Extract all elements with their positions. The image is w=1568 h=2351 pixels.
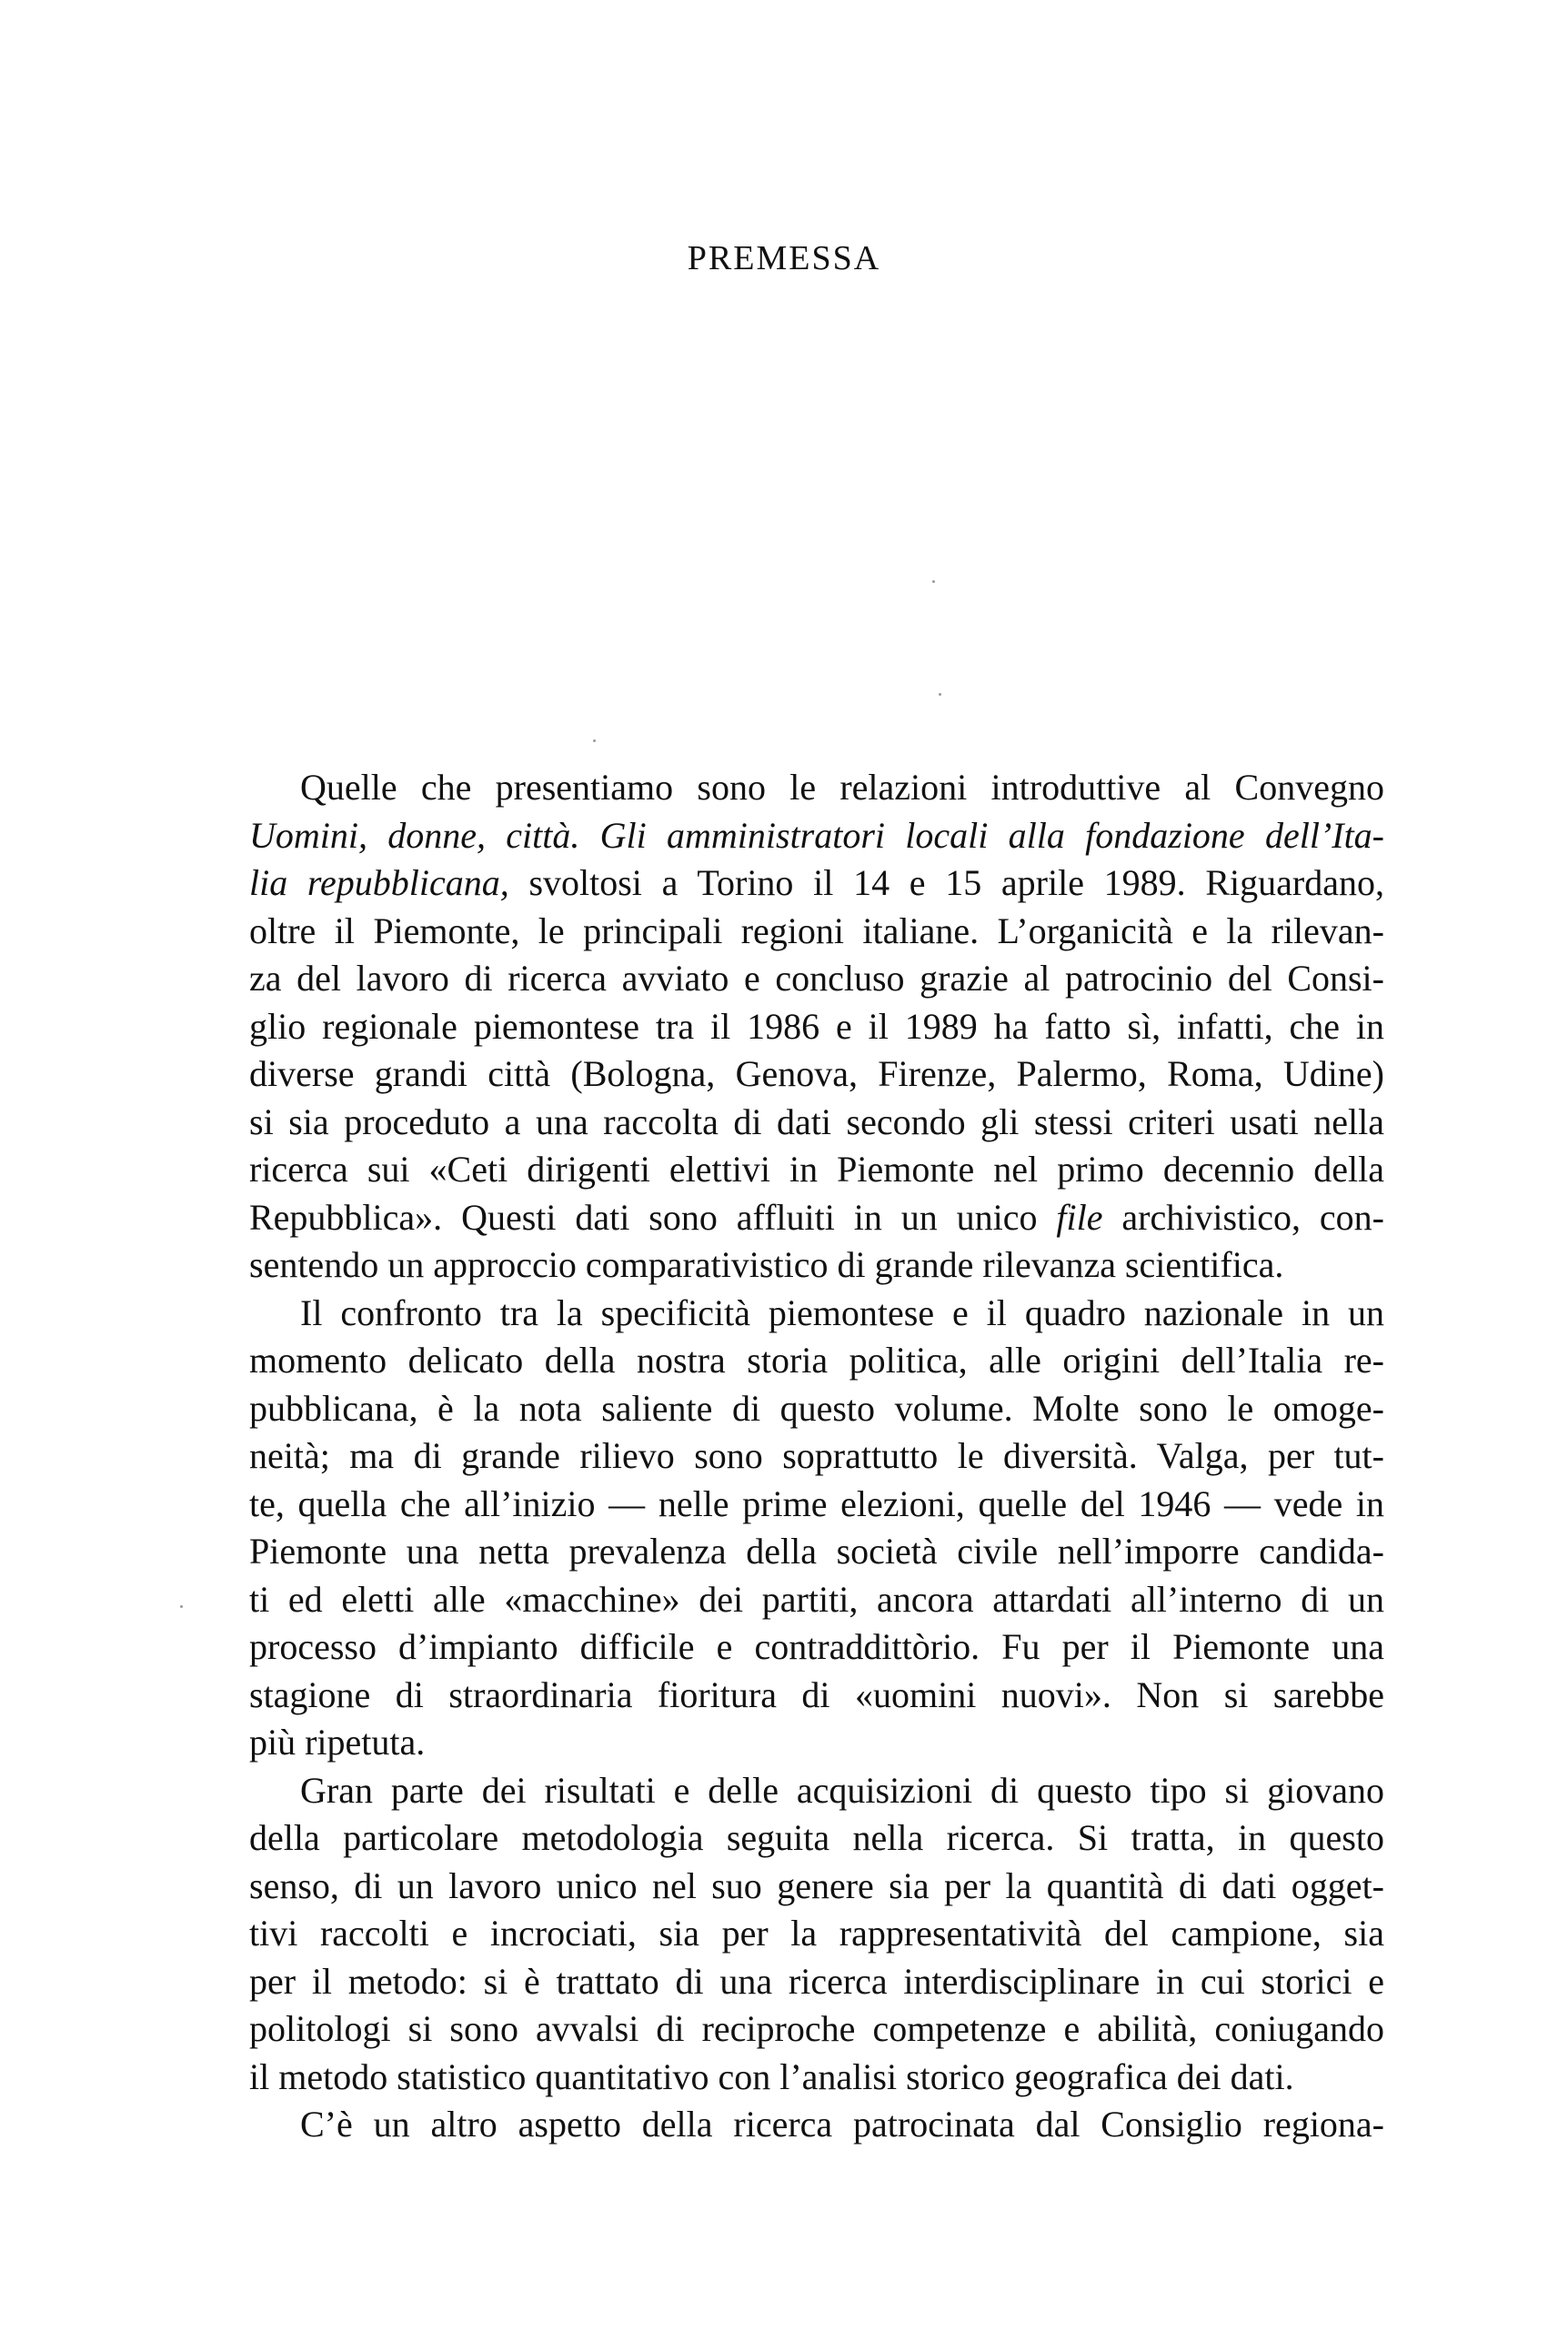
- text-line: te, quella che all’inizio — nelle prime elezioni, quelle del 1946 — vede in: [249, 1482, 1384, 1524]
- italic-word: file: [1056, 1196, 1103, 1238]
- text-line: pubblicana, è la nota saliente di questo volume. Molte sono le omoge-: [249, 1387, 1384, 1429]
- text-line: [249, 859, 1384, 908]
- text-line: Quelle che presentiamo sono le relazioni introduttive al Convegno: [300, 767, 1384, 808]
- text-line: processo d’impianto difficile e contraddittòrio. Fu per il Piemonte una: [249, 1626, 1384, 1667]
- text-line: sentendo un approccio comparativistico di grande rilevanza scientifica.: [249, 1244, 1284, 1285]
- text-line: Uomini, donne, città. Gli amministratori locali alla fondazione dell’Ita-: [249, 814, 1384, 856]
- scan-speck: [180, 1605, 183, 1608]
- paragraph-4: [249, 2101, 1384, 2149]
- text-line: neità; ma di grande rilievo sono soprattutto le diversità. Valga, per tut-: [249, 1435, 1384, 1476]
- paragraph-1: [249, 764, 1384, 1290]
- text-line: Piemonte una netta prevalenza della società civile nell’imporre candida-: [249, 1531, 1384, 1572]
- page-title: PREMESSA: [687, 239, 881, 277]
- scan-speck: [593, 739, 596, 742]
- text-fragment: Repubblica». Questi dati sono affluiti in un unico: [249, 1196, 1057, 1238]
- text-fragment: svoltosi a Torino il 14 e 15 aprile 1989. Riguardano,: [508, 862, 1385, 903]
- paragraph-2: [249, 1290, 1384, 1767]
- scan-speck: [932, 580, 935, 583]
- text-line: [249, 1194, 1384, 1242]
- text-line: più ripetuta.: [249, 1722, 426, 1763]
- text-line: per il metodo: si è trattato di una ricerca interdisciplinare in cui storici e: [249, 1960, 1384, 2002]
- paragraph-3: [249, 1767, 1384, 2102]
- text-line: il metodo statistico quantitativo con l’analisi storico geografica dei dati.: [249, 2055, 1294, 2097]
- text-line: ricerca sui «Ceti dirigenti elettivi in Piemonte nel primo decennio della: [249, 1149, 1384, 1190]
- text-line: tivi raccolti e incrociati, sia per la rappresentatività del campione, sia: [249, 1913, 1384, 1954]
- text-line: diverse grandi città (Bologna, Genova, Firenze, Palermo, Roma, Udine): [249, 1053, 1384, 1094]
- text-line: della particolare metodologia seguita nella ricerca. Si tratta, in questo: [249, 1817, 1384, 1858]
- text-fragment: archivistico, con-: [1102, 1196, 1384, 1238]
- text-line: za del lavoro di ricerca avviato e concluso grazie al patrocinio del Consi-: [249, 958, 1384, 999]
- text-line: Il confronto tra la specificità piemontese e il quadro nazionale in un: [300, 1291, 1384, 1333]
- text-line: Gran parte dei risultati e delle acquisizioni di questo tipo si giovano: [300, 1769, 1384, 1811]
- text-line: ti ed eletti alle «macchine» dei partiti, ancora attardati all’interno di un: [249, 1578, 1384, 1620]
- text-line: stagione di straordinaria fioritura di «uomini nuovi». Non si sarebbe: [249, 1673, 1384, 1715]
- scan-speck: [939, 693, 941, 696]
- text-line: politologi si sono avvalsi di reciproche competenze e abilità, coniugando: [249, 2008, 1384, 2049]
- text-line: C’è un altro aspetto della ricerca patrocinata dal Consiglio regiona-: [300, 2104, 1384, 2145]
- text-line: si sia proceduto a una raccolta di dati secondo gli stessi criteri usati nella: [249, 1100, 1384, 1142]
- text-line: oltre il Piemonte, le principali regioni italiane. L’organicità e la rilevan-: [249, 909, 1384, 951]
- italic-title-fragment: lia repubblicana,: [249, 862, 509, 903]
- text-line: momento delicato della nostra storia politica, alle origini dell’Italia re-: [249, 1340, 1384, 1381]
- body-text: [249, 764, 1384, 2149]
- text-line: senso, di un lavoro unico nel suo genere sia per la quantità di dati ogget-: [249, 1864, 1384, 1906]
- text-line: glio regionale piemontese tra il 1986 e il 1989 ha fatto sì, infatti, che in: [249, 1005, 1384, 1047]
